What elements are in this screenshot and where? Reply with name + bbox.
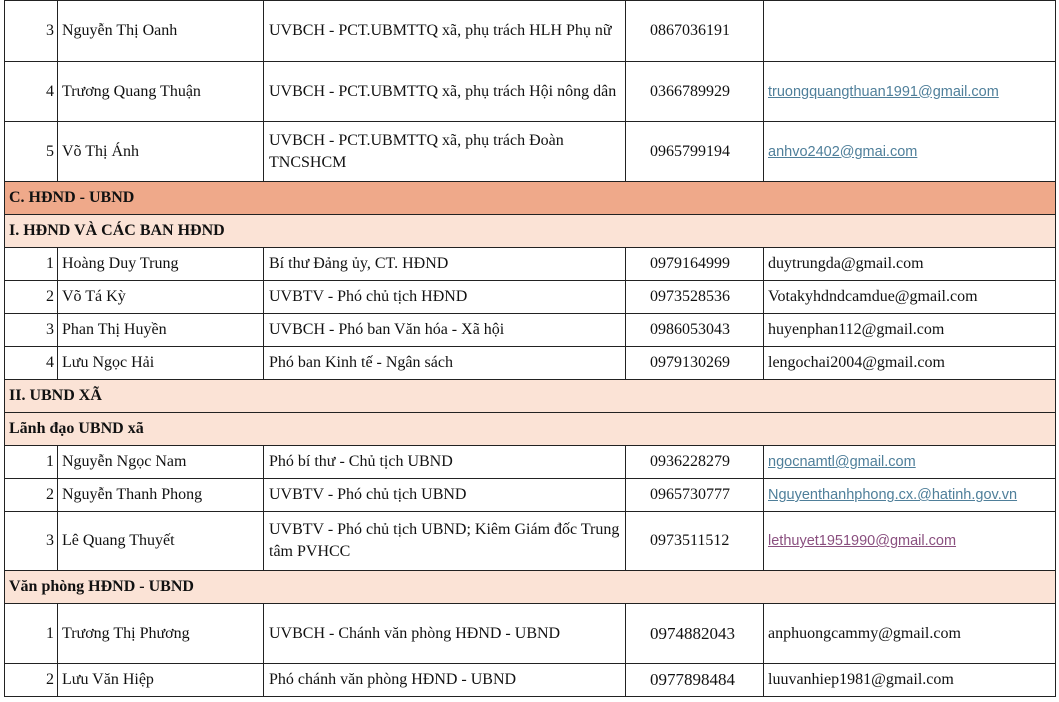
person-name: Trương Quang Thuận	[58, 62, 264, 122]
table-row	[5, 446, 1056, 479]
person-name: Phan Thị Huyền	[58, 314, 264, 347]
row-number: 5	[5, 122, 58, 182]
section-title: II. UBND XÃ	[5, 380, 1056, 413]
person-name: Lê Quang Thuyết	[58, 512, 264, 571]
email-link[interactable]: truongquangthuan1991@gmail.com	[768, 83, 999, 100]
email-link[interactable]: ngocnamtl@gmail.com	[768, 454, 916, 470]
phone-number: 0965799194	[626, 122, 764, 182]
table-row	[5, 62, 1056, 122]
person-name: Nguyễn Thanh Phong	[58, 479, 264, 512]
row-number: 4	[5, 347, 58, 380]
section-title: Văn phòng HĐND - UBND	[5, 571, 1056, 604]
table-row	[5, 512, 1056, 571]
person-name: Nguyễn Thị Oanh	[58, 1, 264, 62]
row-number: 2	[5, 281, 58, 314]
person-role: Phó ban Kinh tế - Ngân sách	[264, 347, 626, 380]
person-name: Trương Thị Phương	[58, 604, 264, 664]
table-row	[5, 664, 1056, 697]
phone-number: 0867036191	[626, 1, 764, 62]
email-cell	[764, 512, 1056, 571]
person-role: UVBCH - PCT.UBMTTQ xã, phụ trách Hội nông dân	[264, 62, 626, 122]
person-role: UVBCH - Phó ban Văn hóa - Xã hội	[264, 314, 626, 347]
phone-number: 0979164999	[626, 248, 764, 281]
table-row	[5, 248, 1056, 281]
email-cell: duytrungda@gmail.com	[764, 248, 1056, 281]
phone-number: 0366789929	[626, 62, 764, 122]
phone-number: 0965730777	[626, 479, 764, 512]
phone-number: 0977898484	[626, 664, 764, 697]
contact-table	[4, 0, 1056, 697]
section-header-row	[5, 380, 1056, 413]
person-role: Phó bí thư - Chủ tịch UBND	[264, 446, 626, 479]
phone-number: 0974882043	[626, 604, 764, 664]
person-name: Lưu Văn Hiệp	[58, 664, 264, 697]
row-number: 3	[5, 314, 58, 347]
phone-number: 0973528536	[626, 281, 764, 314]
row-number: 4	[5, 62, 58, 122]
email-cell	[764, 446, 1056, 479]
table-row	[5, 604, 1056, 664]
table-row	[5, 1, 1056, 62]
row-number: 1	[5, 604, 58, 664]
section-header-row	[5, 182, 1056, 215]
email-cell: Votakyhdndcamdue@gmail.com	[764, 281, 1056, 314]
person-role: UVBCH - PCT.UBMTTQ xã, phụ trách Đoàn TNCSHCM	[264, 122, 626, 182]
email-link[interactable]: Nguyenthanhphong.cx.@hatinh.gov.vn	[768, 487, 1018, 503]
phone-number: 0936228279	[626, 446, 764, 479]
section-header-row	[5, 215, 1056, 248]
section-title: C. HĐND - UBND	[5, 182, 1056, 215]
row-number: 2	[5, 664, 58, 697]
person-role: UVBCH - Chánh văn phòng HĐND - UBND	[264, 604, 626, 664]
email-cell: huyenphan112@gmail.com	[764, 314, 1056, 347]
table-row	[5, 314, 1056, 347]
row-number: 1	[5, 248, 58, 281]
email-cell: anphuongcammy@gmail.com	[764, 604, 1056, 664]
row-number: 2	[5, 479, 58, 512]
person-role: UVBTV - Phó chủ tịch UBND; Kiêm Giám đốc Trung tâm PVHCC	[264, 512, 626, 571]
table-row	[5, 347, 1056, 380]
person-role: Phó chánh văn phòng HĐND - UBND	[264, 664, 626, 697]
person-role: UVBTV - Phó chủ tịch UBND	[264, 479, 626, 512]
row-number: 3	[5, 1, 58, 62]
section-header-row	[5, 571, 1056, 604]
table-row	[5, 122, 1056, 182]
section-title: I. HĐND VÀ CÁC BAN HĐND	[5, 215, 1056, 248]
person-name: Võ Tá Kỳ	[58, 281, 264, 314]
phone-number: 0986053043	[626, 314, 764, 347]
person-name: Võ Thị Ánh	[58, 122, 264, 182]
email-cell	[764, 479, 1056, 512]
row-number: 3	[5, 512, 58, 571]
person-role: UVBTV - Phó chủ tịch HĐND	[264, 281, 626, 314]
email-cell	[764, 122, 1056, 182]
table-row	[5, 281, 1056, 314]
email-cell: luuvanhiep1981@gmail.com	[764, 664, 1056, 697]
phone-number: 0979130269	[626, 347, 764, 380]
section-header-row	[5, 413, 1056, 446]
email-cell: lengochai2004@gmail.com	[764, 347, 1056, 380]
row-number: 1	[5, 446, 58, 479]
table-row	[5, 479, 1056, 512]
person-role: Bí thư Đảng ủy, CT. HĐND	[264, 248, 626, 281]
email-cell	[764, 1, 1056, 62]
section-title: Lãnh đạo UBND xã	[5, 413, 1056, 446]
person-role: UVBCH - PCT.UBMTTQ xã, phụ trách HLH Phụ nữ	[264, 1, 626, 62]
email-cell	[764, 62, 1056, 122]
person-name: Lưu Ngọc Hải	[58, 347, 264, 380]
phone-number: 0973511512	[626, 512, 764, 571]
person-name: Nguyễn Ngọc Nam	[58, 446, 264, 479]
person-name: Hoàng Duy Trung	[58, 248, 264, 281]
email-link[interactable]: lethuyet1951990@gmail.com	[768, 533, 957, 549]
email-link[interactable]: anhvo2402@gmai.com	[768, 143, 918, 160]
